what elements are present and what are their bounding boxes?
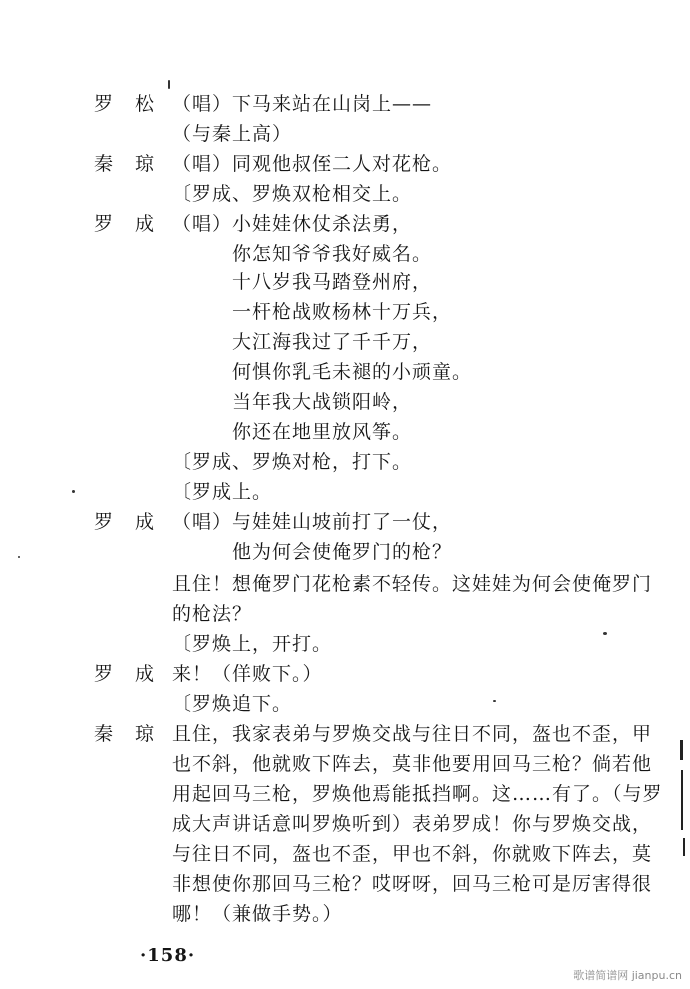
speaker-char: 秦 [94,723,116,745]
speaker-name [94,152,156,176]
speaker-name [94,662,156,686]
speaker-char: 成 [135,213,157,235]
verse-line: 何惧你乳毛未褪的小顽童。 [232,361,473,383]
speaker-char: 松 [135,93,157,115]
dialogue-line: （唱）同观他叔侄二人对花枪。 [172,153,453,175]
verse-line: 你怎知爷爷我好威名。 [232,243,433,265]
stage-direction-line: 〔罗成、罗焕双枪相交上。 [172,183,413,205]
verse-line: 他为何会使俺罗门的枪？ [232,541,453,563]
speaker-char: 成 [135,511,157,533]
stage-direction-line: 成大声讲话意叫罗焕听到）表弟罗成！你与罗焕交战， [172,813,653,835]
stage-direction-line: 非想使你那回马三枪？哎呀呀，回马三枪可是厉害得很 [172,873,653,895]
speaker-char: 罗 [94,511,116,533]
scan-speck [168,80,170,89]
stage-direction-line: 也不斜，他就败下阵去，莫非他要用回马三枪？倘若他 [172,753,653,775]
scan-speck [603,632,607,635]
watermark-text: 歌谱简谱网 jianpu.cn [573,969,682,982]
speaker-char: 罗 [94,213,116,235]
verse-line: 当年我大战锁阳岭， [232,391,413,413]
margin-mark [681,770,683,830]
stage-direction-line: （与秦上高） [172,123,293,145]
stage-direction-line: 用起回马三枪，罗焕他焉能抵挡啊。这……有了。（与罗 [172,783,663,805]
speaker-char: 秦 [94,153,116,175]
verse-line: 十八岁我马踏登州府， [232,271,433,293]
stage-direction-line: 与往日不同，盔也不歪，甲也不斜，你就败下阵去，莫 [172,843,653,865]
stage-direction-line: 〔罗焕追下。 [172,693,293,715]
speaker-name [94,212,156,236]
speaker-char: 罗 [94,93,116,115]
scan-speck [493,700,496,702]
dialogue-line: （唱）下马来站在山岗上—— [172,93,433,115]
dialogue-line: 来！（佯败下。） [172,663,323,685]
dialogue-line: （唱）小娃娃休仗杀法勇， [172,213,413,235]
stage-direction-line: 〔罗成上。 [172,481,273,503]
stage-direction-line: 的枪法？ [172,603,253,625]
stage-direction-line: 〔罗焕上，开打。 [172,633,333,655]
dialogue-line: 且住，我家表弟与罗焕交战与往日不同，盔也不歪，甲 [172,723,653,745]
margin-mark [680,740,683,760]
stage-direction-line: 〔罗成、罗焕对枪，打下。 [172,451,413,473]
speaker-name [94,510,156,534]
verse-line: 你还在地里放风筝。 [232,421,413,443]
scan-speck [18,556,20,558]
scan-speck [72,490,75,493]
margin-mark [683,838,685,856]
speaker-char: 琼 [135,723,157,745]
verse-line: 一杆枪战败杨林十万兵， [232,301,453,323]
speaker-char: 琼 [135,153,157,175]
speaker-char: 罗 [94,663,116,685]
verse-line: 大江海我过了千千万， [232,331,433,353]
stage-direction-line: 且住！想俺罗门花枪素不轻传。这娃娃为何会使俺罗门 [172,573,653,595]
speaker-name [94,92,156,116]
stage-direction-line: 哪！（兼做手势。） [172,903,343,925]
dialogue-line: （唱）与娃娃山坡前打了一仗， [172,511,453,533]
speaker-name [94,722,156,746]
page-number: ·158· [140,945,196,966]
speaker-char: 成 [135,663,157,685]
